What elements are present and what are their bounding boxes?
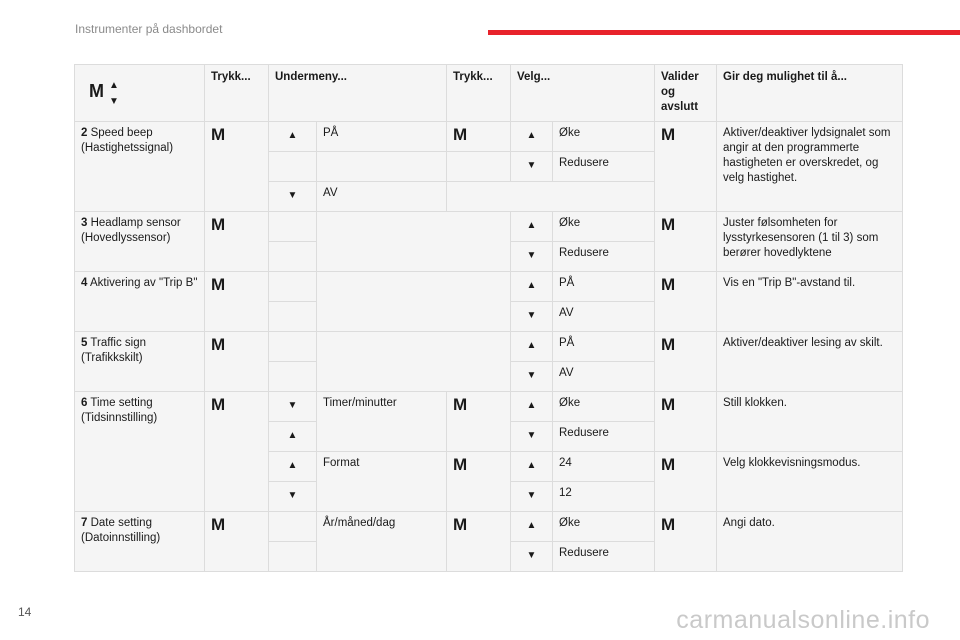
up-arrow-icon: ▲: [526, 340, 537, 351]
m-button-icon: M: [211, 335, 226, 354]
m-button-icon: M: [211, 215, 226, 234]
select-value: Redusere: [553, 152, 655, 182]
m-button-icon: M: [453, 125, 468, 144]
arrow-cell: [511, 452, 553, 482]
arrow-cell: [511, 542, 553, 572]
select-value: Redusere: [553, 542, 655, 572]
m-button-icon: M: [211, 515, 226, 534]
table-row: [75, 512, 903, 542]
arrow-cell: [511, 272, 553, 302]
header-icon-cell: [75, 65, 205, 122]
select-value: Redusere: [553, 242, 655, 272]
m-button-icon: M: [661, 395, 676, 414]
select-value: PÅ: [553, 332, 655, 362]
m-button-icon: M: [661, 515, 676, 534]
m-button-icon: M: [453, 395, 468, 414]
up-arrow-icon: ▲: [287, 460, 298, 471]
m-key-cell: [447, 122, 511, 152]
up-arrow-icon: ▲: [526, 130, 537, 141]
submenu-value: Timer/minutter: [317, 392, 447, 452]
m-button-icon: M: [211, 395, 226, 414]
up-arrow-icon: ▲: [526, 520, 537, 531]
submenu-value: AV: [317, 182, 447, 212]
m-key-cell: [205, 332, 269, 392]
m-button-icon: M: [661, 335, 676, 354]
description: Juster følsomheten for lysstyrkesensoren (1 til 3) som berører hovedlyktene: [717, 212, 903, 272]
m-button-icon: M: [453, 515, 468, 534]
up-arrow-icon: ▲: [287, 430, 298, 441]
select-value: 24: [553, 452, 655, 482]
arrow-cell: [511, 512, 553, 542]
m-key-cell: [205, 122, 269, 212]
select-value: Øke: [553, 122, 655, 152]
m-key-cell: [205, 212, 269, 272]
arrow-cell: [511, 212, 553, 242]
col-header-validate: Valider og avslutt: [655, 65, 717, 122]
arrow-cell: [269, 422, 317, 452]
arrow-cell: [269, 452, 317, 482]
m-key-cell: [655, 512, 717, 572]
setting-name: 3 Headlamp sensor (Hovedlyssensor): [75, 212, 205, 272]
setting-name: 6 Time setting (Tidsinnstilling): [75, 392, 205, 512]
arrow-cell: [511, 482, 553, 512]
arrow-cell: [269, 392, 317, 422]
m-key-cell: [447, 512, 511, 572]
down-arrow-icon: ▼: [526, 310, 537, 321]
header-accent-bar: [488, 30, 960, 35]
arrow-cell: [511, 152, 553, 182]
down-arrow-icon: ▼: [526, 160, 537, 171]
up-arrow-icon: ▲: [287, 130, 298, 141]
m-key-cell: [655, 212, 717, 272]
col-header-press-2: Trykk...: [447, 65, 511, 122]
down-arrow-icon: ▼: [526, 250, 537, 261]
arrow-cell: [511, 242, 553, 272]
select-value: 12: [553, 482, 655, 512]
m-key-cell: [655, 122, 717, 212]
m-key-cell: [447, 392, 511, 452]
submenu-value: Format: [317, 452, 447, 512]
down-arrow-icon: ▼: [526, 550, 537, 561]
select-value: Øke: [553, 212, 655, 242]
table-header-row: [75, 65, 903, 122]
setting-name: 7 Date setting (Datoinnstilling): [75, 512, 205, 572]
arrow-cell: [269, 122, 317, 152]
description: Still klokken.: [717, 392, 903, 452]
m-key-cell: [205, 512, 269, 572]
down-arrow-icon: ▼: [526, 430, 537, 441]
up-arrow-icon: ▲: [526, 400, 537, 411]
description: Vis en "Trip B"-avstand til.: [717, 272, 903, 332]
arrow-cell: [511, 392, 553, 422]
table-row: [75, 392, 903, 422]
m-key-cell: [205, 392, 269, 512]
m-button-icon: M: [211, 125, 226, 144]
up-arrow-icon: ▲: [526, 460, 537, 471]
select-value: Øke: [553, 512, 655, 542]
m-key-cell: [447, 452, 511, 512]
col-header-submenu: Undermeny...: [269, 65, 447, 122]
m-button-icon: M: [661, 215, 676, 234]
watermark: carmanualsonline.info: [676, 606, 930, 634]
col-header-select: Velg...: [511, 65, 655, 122]
m-button-icon: M: [661, 125, 676, 144]
description: Angi dato.: [717, 512, 903, 572]
setting-name: 2 Speed beep (Hastighetssignal): [75, 122, 205, 212]
arrow-cell: [511, 422, 553, 452]
m-up-down-icon: M ▲ ▼: [89, 80, 119, 107]
arrow-cell: [511, 332, 553, 362]
select-value: Redusere: [553, 422, 655, 452]
select-value: Øke: [553, 392, 655, 422]
m-button-icon: M: [211, 275, 226, 294]
select-value: AV: [553, 302, 655, 332]
col-header-description: Gir deg mulighet til å...: [717, 65, 903, 122]
table-row: [75, 272, 903, 302]
select-value: PÅ: [553, 272, 655, 302]
header-title: Instrumenter på dashbordet: [75, 22, 223, 36]
table-row: [75, 332, 903, 362]
table-row: [75, 122, 903, 152]
description: Aktiver/deaktiver lydsignalet som angir at den programmerte hastigheten er overskredet, og velg hastighet.: [717, 122, 903, 212]
down-arrow-icon: ▼: [287, 400, 298, 411]
arrow-cell: [269, 482, 317, 512]
down-arrow-icon: ▼: [526, 370, 537, 381]
m-button-icon: M: [661, 455, 676, 474]
page-number: 14: [18, 605, 32, 619]
m-key-cell: [655, 452, 717, 512]
submenu-value: PÅ: [317, 122, 447, 152]
description: Aktiver/deaktiver lesing av skilt.: [717, 332, 903, 392]
arrow-cell: [511, 122, 553, 152]
submenu-value: År/måned/dag: [317, 512, 447, 572]
arrow-cell: [269, 182, 317, 212]
m-key-cell: [205, 272, 269, 332]
down-arrow-icon: ▼: [287, 490, 298, 501]
description: Velg klokkevisningsmodus.: [717, 452, 903, 512]
up-arrow-icon: ▲: [526, 220, 537, 231]
m-key-cell: [655, 272, 717, 332]
col-header-press: Trykk...: [205, 65, 269, 122]
arrow-cell: [511, 362, 553, 392]
down-arrow-icon: ▼: [287, 190, 298, 201]
setting-name: 4 Aktivering av "Trip B": [75, 272, 205, 332]
m-button-icon: M: [453, 455, 468, 474]
m-button-icon: M: [661, 275, 676, 294]
table-row: [75, 212, 903, 242]
menu-table: [74, 64, 903, 572]
arrow-cell: [511, 302, 553, 332]
up-arrow-icon: ▲: [526, 280, 537, 291]
m-key-cell: [655, 392, 717, 452]
down-arrow-icon: ▼: [526, 490, 537, 501]
select-value: AV: [553, 362, 655, 392]
setting-name: 5 Traffic sign (Trafikkskilt): [75, 332, 205, 392]
m-key-cell: [655, 332, 717, 392]
